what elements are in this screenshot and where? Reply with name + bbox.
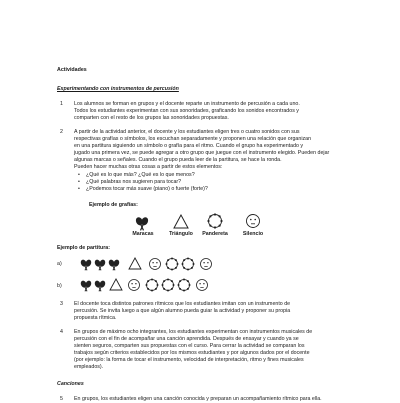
item-1-number: 1 [60, 101, 63, 107]
item-5-line-1: En grupos, los estudiantes eligen una canción conocida y preparan un acompañamiento rítmico para ella. [74, 396, 322, 402]
bullet-dot: • [78, 172, 80, 178]
item-4-line-4: trabajos según criterios establecidos por los mismos estudiantes y por algunos dados por el docente [74, 350, 310, 356]
item-2-line-1: A partir de la actividad anterior, el docente y los estudiantes eligen tres o cuatro sonidos con sus [74, 129, 300, 135]
score-row-a [80, 258, 212, 272]
item-4-line-2: percusión con el fin de acompañar una canción aprendida. Después de ensayar y cuando ya se [74, 336, 299, 342]
item-2-line-4: jugado una primera vez, se puede agregar a otro grupo que juegue con el instrumento elegido. Pueden dejar [74, 150, 330, 156]
item-2-number: 2 [60, 129, 63, 135]
item-1-line-1: Los alumnos se forman en grupos y el docente reparte un instrumento de percusión a cada uno. [74, 101, 300, 107]
item-2-line-3: en una partitura siguiendo un símbolo o grafía para el ritmo. Cuando el grupo ha experimentado y [74, 143, 304, 149]
item-4-line-6: empleados). [74, 364, 104, 370]
grafia-label-triangulo: Triángulo [169, 231, 193, 237]
grafia-label-silencio: Silencio [242, 231, 264, 237]
bullet-dot: • [78, 179, 80, 185]
bullet-1: ¿Qué es lo que más? ¿Qué es lo que menos? [86, 172, 195, 178]
section-canciones-title: Canciones [57, 381, 84, 387]
score-row-b [80, 279, 208, 293]
item-1-line-3: comparten con el resto de los grupos las sonoridades propuestas. [74, 115, 229, 121]
item-3-number: 3 [60, 301, 63, 307]
grafia-label-maracas: Maracas [132, 231, 154, 237]
item-2-line-6: Pueden hacer muchas otras cosas a partir de estos elementos: [74, 164, 223, 170]
item-4-line-5: (por ejemplo: la forma de tocar el instrumento, velocidad de interpretación, ritmo y fines musicales [74, 357, 304, 363]
partitura-title: Ejemplo de partitura: [57, 245, 110, 251]
item-3-line-3: propuesta rítmica. [74, 315, 117, 321]
grafia-label-pandereta: Pandereta [202, 231, 228, 237]
item-4-line-3: sienten seguros, comparten sus propuestas con el curso. Para cerrar la actividad se comparan los [74, 343, 305, 349]
bullet-3: ¿Podemos tocar más suave (piano) o fuerte (forte)? [86, 186, 208, 192]
item-3-line-2: percusión. Se invita luego a que algún alumno pueda guiar la actividad y proponer su propia [74, 308, 291, 314]
score-row-b-label: b) [57, 283, 62, 289]
item-4-line-1: En grupos de máximo ocho integrantes, los estudiantes experimentan con instrumentos musicales de [74, 329, 313, 335]
section-title: Actividades [57, 67, 87, 73]
score-row-a-label: a) [57, 261, 62, 267]
bullet-2: ¿Qué palabras nos sugieren para tocar? [86, 179, 182, 185]
item-5-number: 5 [60, 396, 63, 402]
item-2-line-5: algunas marcas o señales. Cuando el grupo pueda leer de la partitura, se hace la ronda. [74, 157, 282, 163]
item-2-line-2: respectivas grafías o símbolos, los escuchan separadamente y proponen una relación que organizan [74, 136, 312, 142]
bullet-dot: • [78, 186, 80, 192]
item-1-line-2: Todos los estudiantes experimentan con sus sonoridades, graficando los sonidos encontrados y [74, 108, 299, 114]
subsection-title: Experimentando con instrumentos de percusión [57, 86, 179, 92]
grafias-title: Ejemplo de grafías: [89, 202, 138, 208]
item-3-line-1: El docente toca distintos patrones rítmicos que los estudiantes imitan con un instrumento de [74, 301, 291, 307]
item-4-number: 4 [60, 329, 63, 335]
